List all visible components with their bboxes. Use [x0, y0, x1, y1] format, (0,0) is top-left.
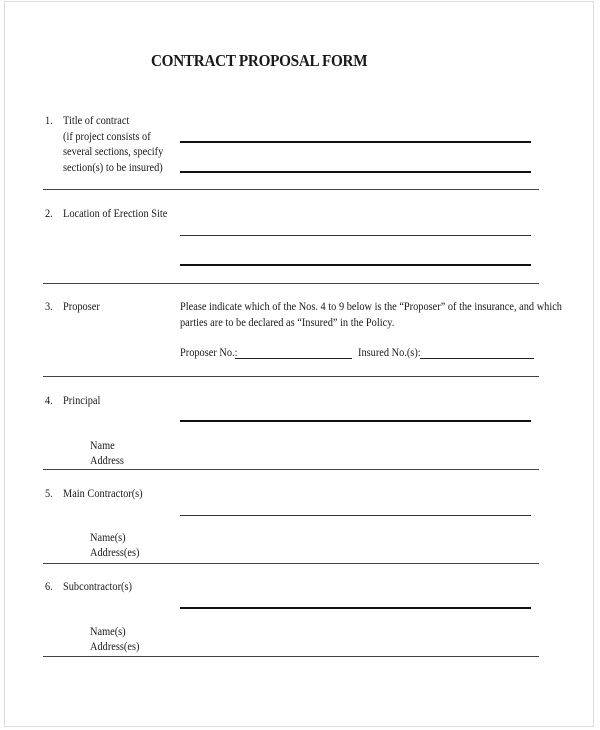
- section-label: Principal: [63, 395, 101, 407]
- section-label-note: several sections, specify: [63, 146, 164, 158]
- address-label: Address: [90, 455, 124, 467]
- section-divider: [43, 563, 539, 564]
- section-label-note: section(s) to be insured): [63, 161, 163, 174]
- section-number: 6.: [45, 581, 53, 593]
- proposer-no-label: Proposer No.:: [180, 347, 238, 359]
- title-of-contract-field-line-2[interactable]: [180, 171, 531, 173]
- section-number: 5.: [45, 488, 53, 500]
- section-label: Proposer: [63, 301, 100, 313]
- names-label: Name(s): [90, 532, 126, 544]
- section-divider: [43, 283, 539, 284]
- section-divider: [43, 189, 539, 190]
- section-number: 4.: [45, 395, 53, 407]
- insured-no-label: Insured No.(s):: [358, 347, 421, 359]
- proposer-instruction: parties are to be declared as “Insured” in the Policy.: [180, 317, 395, 329]
- section-label: Subcontractor(s): [63, 581, 132, 593]
- section-divider: [43, 469, 539, 470]
- location-field-line-2[interactable]: [180, 264, 531, 266]
- proposer-instruction: Please indicate which of the Nos. 4 to 9 below is the “Proposer” of the insurance, and which: [180, 301, 562, 313]
- title-of-contract-field-line-1[interactable]: [180, 141, 531, 143]
- section-label: Main Contractor(s): [63, 488, 143, 500]
- name-label: Name: [90, 440, 115, 452]
- subcontractors-field-line[interactable]: [180, 607, 531, 609]
- names-label: Name(s): [90, 626, 126, 638]
- proposer-no-field[interactable]: [235, 358, 352, 359]
- section-number: 3.: [45, 301, 53, 313]
- section-divider: [43, 656, 539, 657]
- section-label-note: (if project consists of: [63, 130, 151, 143]
- section-divider: [43, 376, 539, 377]
- section-label: Location of Erection Site: [63, 208, 168, 220]
- section-label: Title of contract: [63, 115, 130, 127]
- addresses-label: Address(es): [90, 641, 140, 653]
- addresses-label: Address(es): [90, 547, 140, 559]
- main-contractors-field-line[interactable]: [180, 515, 531, 516]
- document-page: [4, 1, 594, 727]
- principal-field-line[interactable]: [180, 420, 531, 422]
- section-number: 2.: [45, 208, 53, 220]
- section-number: 1.: [45, 115, 53, 127]
- form-title: CONTRACT PROPOSAL FORM: [151, 51, 368, 70]
- insured-no-field[interactable]: [420, 358, 534, 359]
- location-field-line-1[interactable]: [180, 235, 531, 236]
